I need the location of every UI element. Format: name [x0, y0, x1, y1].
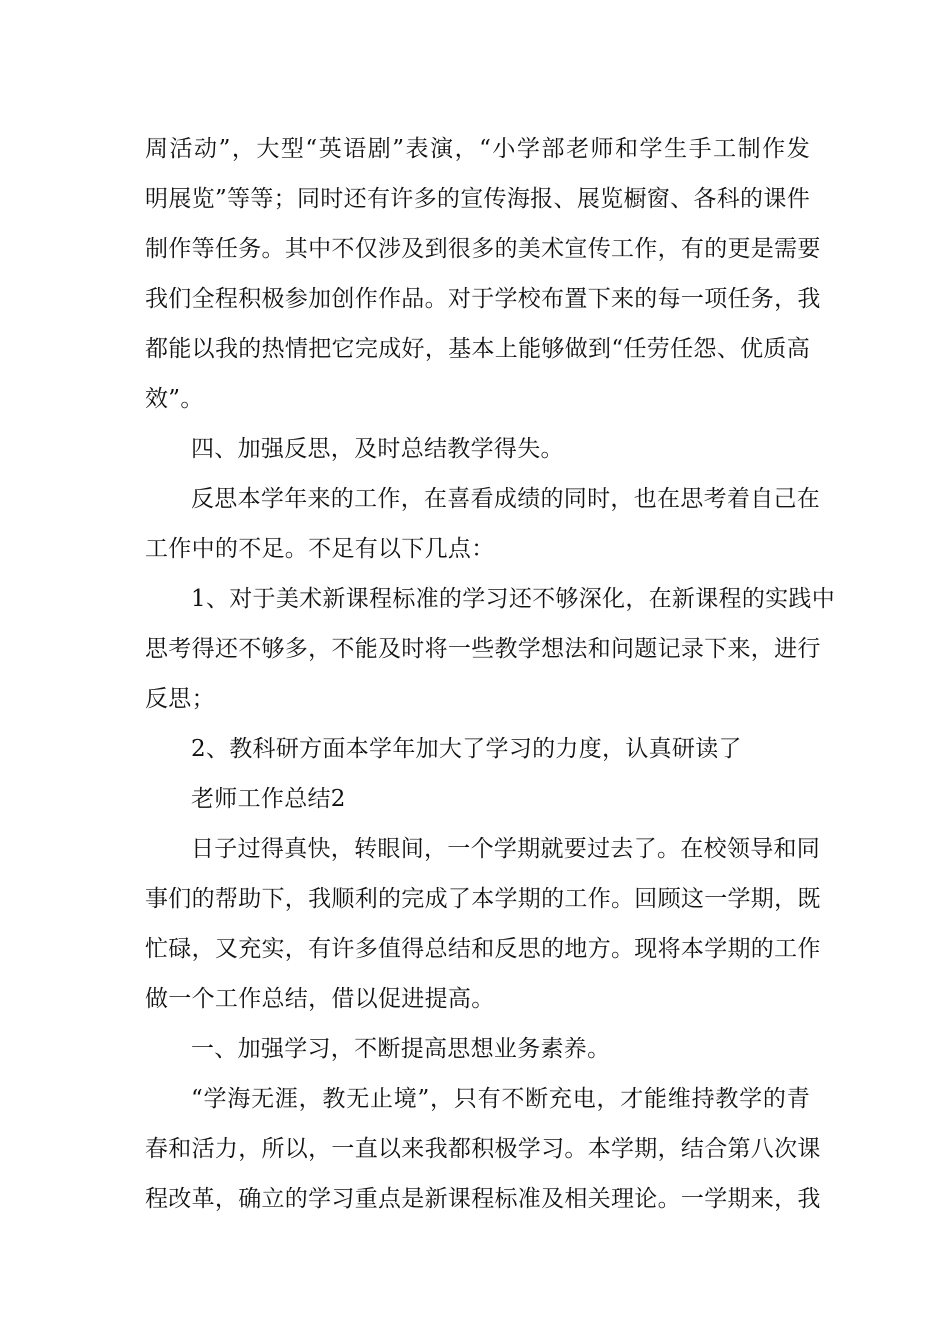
text-line: 都能以我的热情把它完成好，基本上能够做到“任劳任怨、优质高 [145, 336, 810, 362]
text-line: 老师工作总结2 [191, 786, 346, 812]
text-line: 工作中的不足。不足有以下几点： [145, 536, 495, 562]
text-line: 明展览”等等；同时还有许多的宣传海报、展览橱窗、各科的课件 [145, 186, 810, 212]
text-line: 做一个工作总结，借以促进提高。 [145, 986, 495, 1012]
text-line: 周活动”，大型“英语剧”表演，“小学部老师和学生手工制作发 [145, 136, 810, 162]
text-line: 思考得还不够多，不能及时将一些教学想法和问题记录下来，进行 [145, 636, 821, 662]
document-body [145, 124, 836, 1224]
text-line: 2、教科研方面本学年加大了学习的力度，认真研读了 [191, 736, 742, 762]
text-line: 制作等任务。其中不仅涉及到很多的美术宣传工作，有的更是需要 [145, 236, 821, 262]
text-line: 忙碌，又充实，有许多值得总结和反思的地方。现将本学期的工作 [145, 936, 821, 962]
text-line: 日子过得真快，转眼间，一个学期就要过去了。在校领导和同 [191, 836, 821, 862]
text-line: 事们的帮助下，我顺利的完成了本学期的工作。回顾这一学期，既 [145, 886, 821, 912]
text-line: 反思本学年来的工作，在喜看成绩的同时，也在思考着自己在 [191, 486, 821, 512]
text-line: 春和活力，所以，一直以来我都积极学习。本学期，结合第八次课 [145, 1136, 821, 1162]
text-line: 四、加强反思，及时总结教学得失。 [191, 436, 564, 462]
text-line: 反思； [145, 686, 215, 712]
text-line: 1、对于美术新课程标准的学习还不够深化，在新课程的实践中 [191, 586, 836, 612]
text-line: 我们全程积极参加创作作品。对于学校布置下来的每一项任务，我 [145, 286, 821, 312]
text-line: 效”。 [145, 386, 204, 412]
text-line: 程改革，确立的学习重点是新课程标准及相关理论。一学期来，我 [145, 1186, 821, 1212]
text-line: “学海无涯，教无止境”，只有不断充电，才能维持教学的青 [191, 1086, 810, 1112]
text-line: 一、加强学习，不断提高思想业务素养。 [191, 1036, 611, 1062]
